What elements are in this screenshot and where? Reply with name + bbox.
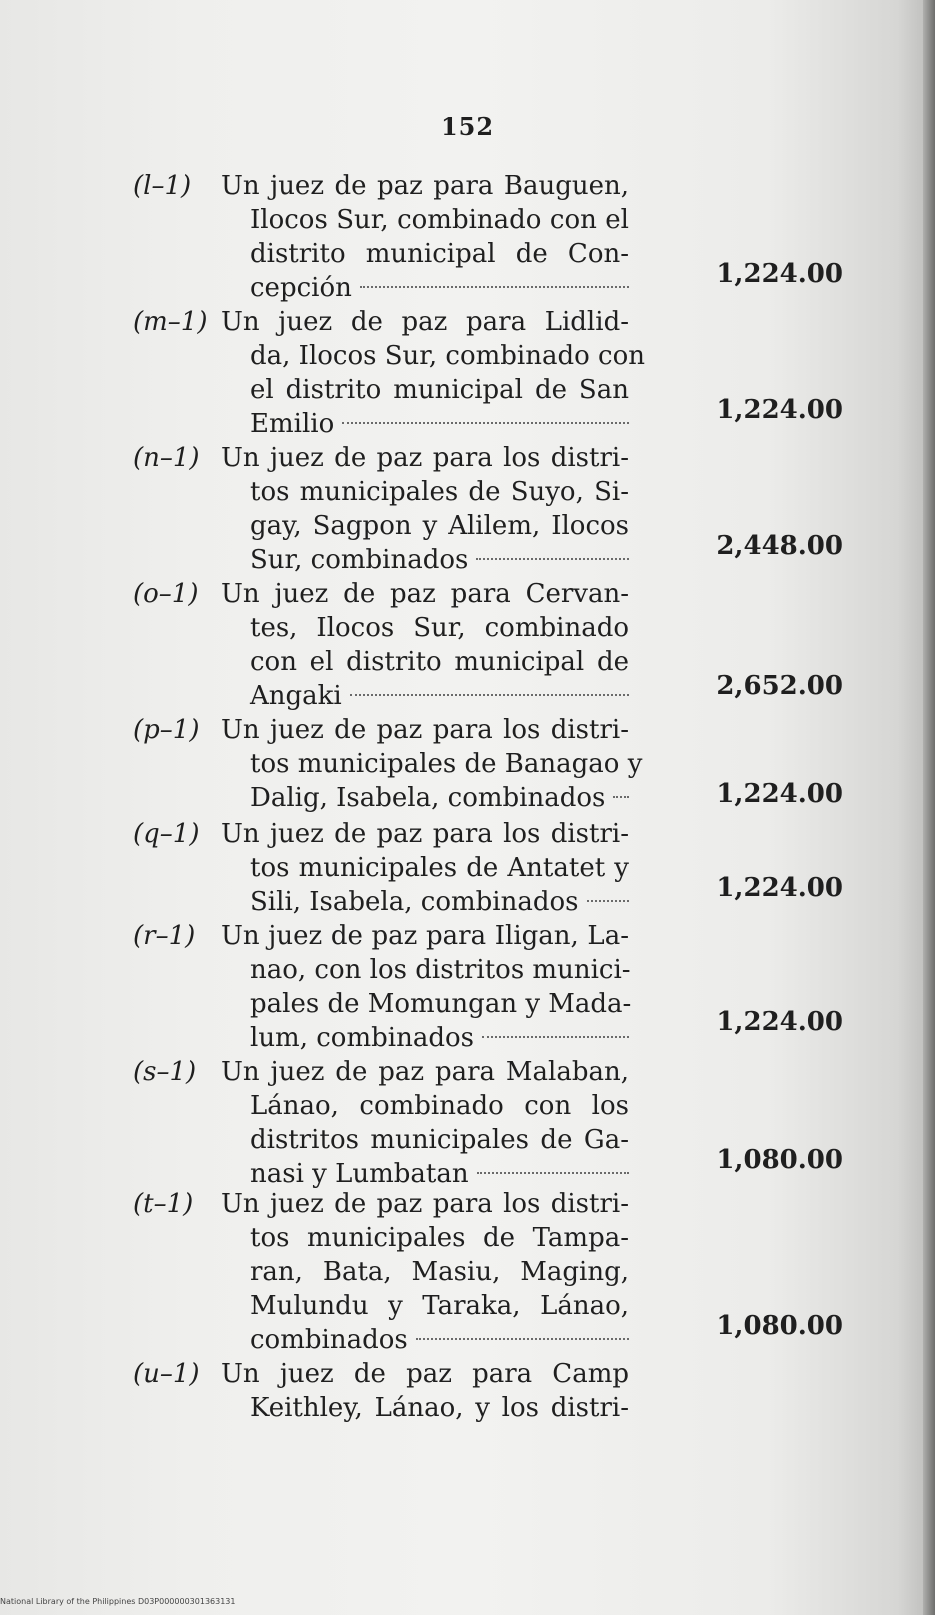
entry-line-last [250, 407, 629, 441]
entry-line: distritos municipales de Ga- [250, 1125, 629, 1155]
entry-tag: (o–1) [133, 579, 199, 609]
entry-amount: 1,224.00 [716, 395, 843, 425]
dot-leader [482, 1035, 629, 1038]
dot-leader [613, 795, 629, 798]
entry-line: Un juez de paz para los distri- [221, 819, 629, 849]
entry-line: tos municipales de Antatet y [250, 853, 629, 883]
entry-line: Un juez de paz para Iligan, La- [221, 921, 629, 951]
entry-line: Sili, Isabela, combinados [250, 887, 579, 917]
entry-line-last [250, 679, 629, 713]
dot-leader [416, 1337, 629, 1340]
entry-line: tos municipales de Tampa- [250, 1223, 629, 1253]
entry-line-last [250, 1157, 629, 1191]
entry-line-last [250, 1323, 629, 1357]
entry-line-last [250, 885, 629, 919]
entry-line: pales de Momungan y Mada- [250, 989, 632, 1019]
entry-line: Un juez de paz para Bauguen, [221, 171, 629, 201]
entry-line-last [250, 271, 629, 305]
entry-line: Un juez de paz para Malaban, [221, 1057, 629, 1087]
entry-line: el distrito municipal de San [250, 375, 629, 405]
dot-leader [477, 1171, 629, 1174]
dot-leader [360, 285, 629, 288]
entry-line: Un juez de paz para los distri- [221, 1189, 629, 1219]
entry-line: Un juez de paz para Lidlid- [221, 307, 629, 337]
entry-line: Un juez de paz para los distri- [221, 715, 629, 745]
entry-amount: 2,448.00 [716, 531, 843, 561]
entry-tag: (l–1) [133, 171, 192, 201]
entry-line: nao, con los distritos munici- [250, 955, 631, 985]
scan-footer: National Library of the Philippines D03P000000301363131 [0, 1597, 236, 1606]
entry-amount: 2,652.00 [716, 671, 843, 701]
entry-line: tos municipales de Suyo, Si- [250, 477, 629, 507]
entry-line: nasi y Lumbatan [250, 1159, 469, 1189]
dot-leader [476, 557, 629, 560]
entry-line: Lánao, combinado con los [250, 1091, 629, 1121]
dot-leader [350, 693, 629, 696]
entry-line: Dalig, Isabela, combinados [250, 783, 606, 813]
entry-tag: (q–1) [133, 819, 200, 849]
entry-line-last [250, 781, 629, 815]
entry-line: tos municipales de Banagao y [250, 749, 643, 779]
entry-tag: (s–1) [133, 1057, 197, 1087]
entry-line: cepción [250, 273, 352, 303]
entry-line-last [250, 543, 629, 577]
entry-tag: (n–1) [133, 443, 200, 473]
entry-line: ran, Bata, Masiu, Maging, [250, 1257, 629, 1287]
entry-line: gay, Sagpon y Alilem, Ilocos [250, 511, 629, 541]
entry-tag: (u–1) [133, 1359, 200, 1389]
entry-amount: 1,224.00 [716, 873, 843, 903]
entry-amount: 1,080.00 [716, 1145, 843, 1175]
entry-line: Un juez de paz para Camp [221, 1359, 629, 1389]
dot-leader [342, 421, 629, 424]
entry-amount: 1,080.00 [716, 1311, 843, 1341]
entry-line: Ilocos Sur, combinado con el [250, 205, 629, 235]
entry-line: Angaki [250, 681, 342, 711]
entry-line: tes, Ilocos Sur, combinado [250, 613, 629, 643]
entry-amount: 1,224.00 [716, 1007, 843, 1037]
entry-line: da, Ilocos Sur, combinado con [250, 341, 645, 371]
entry-line: lum, combinados [250, 1023, 474, 1053]
entry-tag: (p–1) [133, 715, 200, 745]
entry-line: distrito municipal de Con- [250, 239, 629, 269]
entry-tag: (m–1) [133, 307, 208, 337]
entry-line: Un juez de paz para Cervan- [221, 579, 629, 609]
entry-amount: 1,224.00 [716, 259, 843, 289]
entry-amount: 1,224.00 [716, 779, 843, 809]
entry-tag: (t–1) [133, 1189, 194, 1219]
entry-line: Mulundu y Taraka, Lánao, [250, 1291, 629, 1321]
entry-tag: (r–1) [133, 921, 196, 951]
page-number: 152 [440, 112, 495, 141]
entry-line: Sur, combinados [250, 545, 469, 575]
entry-line: Keithley, Lánao, y los distri- [250, 1393, 629, 1423]
entry-line: con el distrito municipal de [250, 647, 629, 677]
dot-leader [587, 899, 630, 902]
entry-line: combinados [250, 1325, 408, 1355]
entry-line: Emilio [250, 409, 335, 439]
entry-line-last [250, 1021, 629, 1055]
entry-line: Un juez de paz para los distri- [221, 443, 629, 473]
